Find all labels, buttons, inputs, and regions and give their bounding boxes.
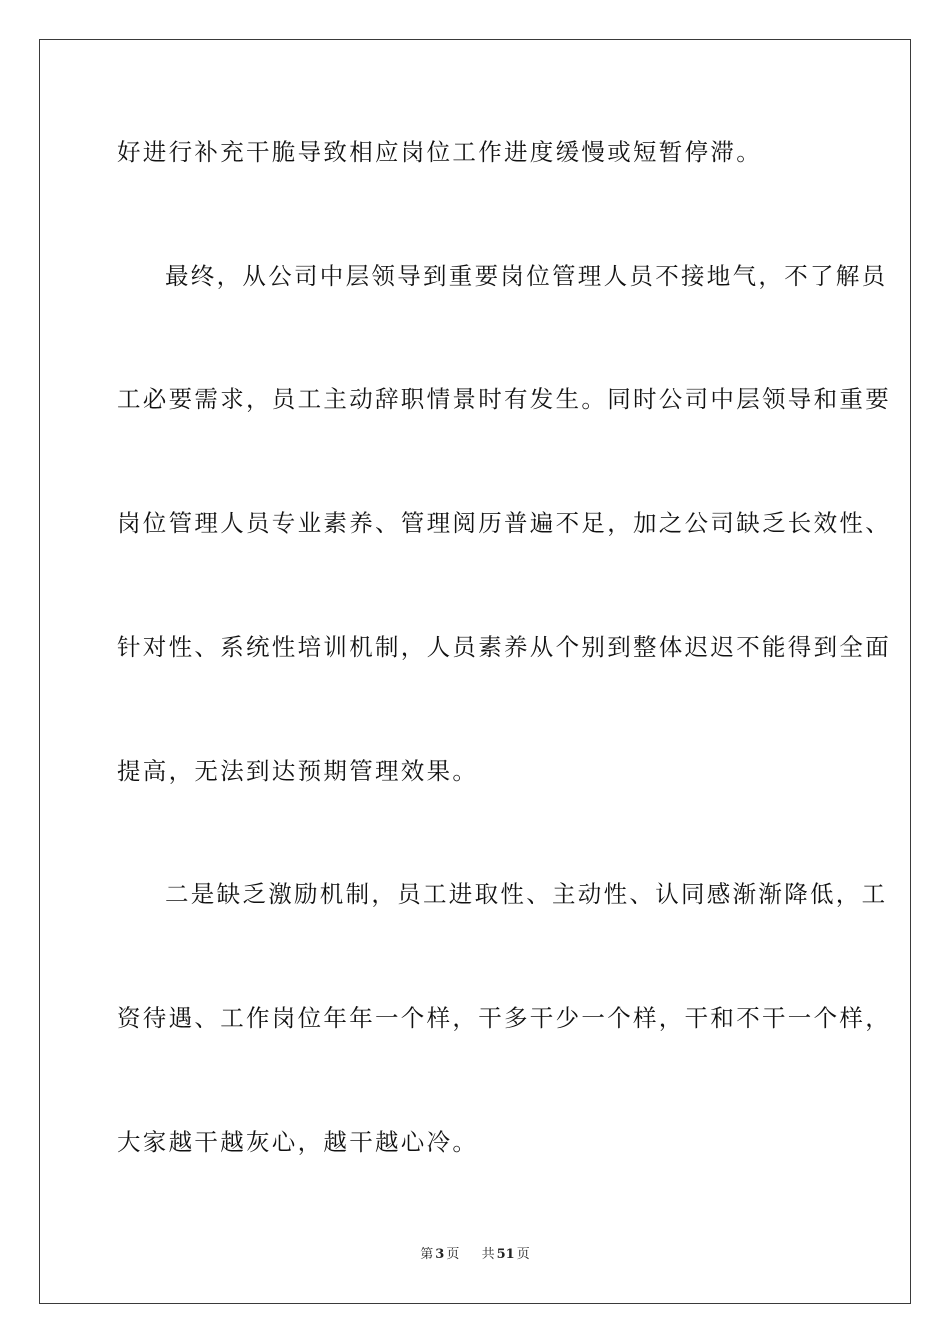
body-line-6: 提高，无法到达预期管理效果。: [117, 757, 479, 785]
body-line-3: 工必要需求，员工主动辞职情景时有发生。同时公司中层领导和重要: [117, 385, 891, 413]
body-line-1: 好进行补充干脆导致相应岗位工作进度缓慢或短暂停滞。: [117, 138, 762, 166]
page-prefix: 第: [420, 1247, 434, 1262]
total-suffix: 页: [516, 1247, 530, 1262]
body-line-8: 资待遇、工作岗位年年一个样，干多干少一个样，干和不干一个样，: [117, 1004, 891, 1032]
total-pages: 51: [496, 1247, 515, 1262]
page-footer: [0, 1246, 950, 1264]
page-number: 3: [435, 1247, 445, 1262]
total-prefix: 共: [481, 1247, 495, 1262]
body-line-7: 二是缺乏激励机制，员工进取性、主动性、认同感渐渐降低，工: [165, 880, 888, 908]
body-line-2: 最终，从公司中层领导到重要岗位管理人员不接地气，不了解员: [165, 262, 888, 290]
body-line-5: 针对性、系统性培训机制，人员素养从个别到整体迟迟不能得到全面: [117, 633, 891, 661]
body-line-4: 岗位管理人员专业素养、管理阅历普遍不足，加之公司缺乏长效性、: [117, 509, 891, 537]
page-border: [39, 39, 911, 1304]
body-line-9: 大家越干越灰心，越干越心冷。: [117, 1128, 479, 1156]
page-suffix: 页: [446, 1247, 460, 1262]
